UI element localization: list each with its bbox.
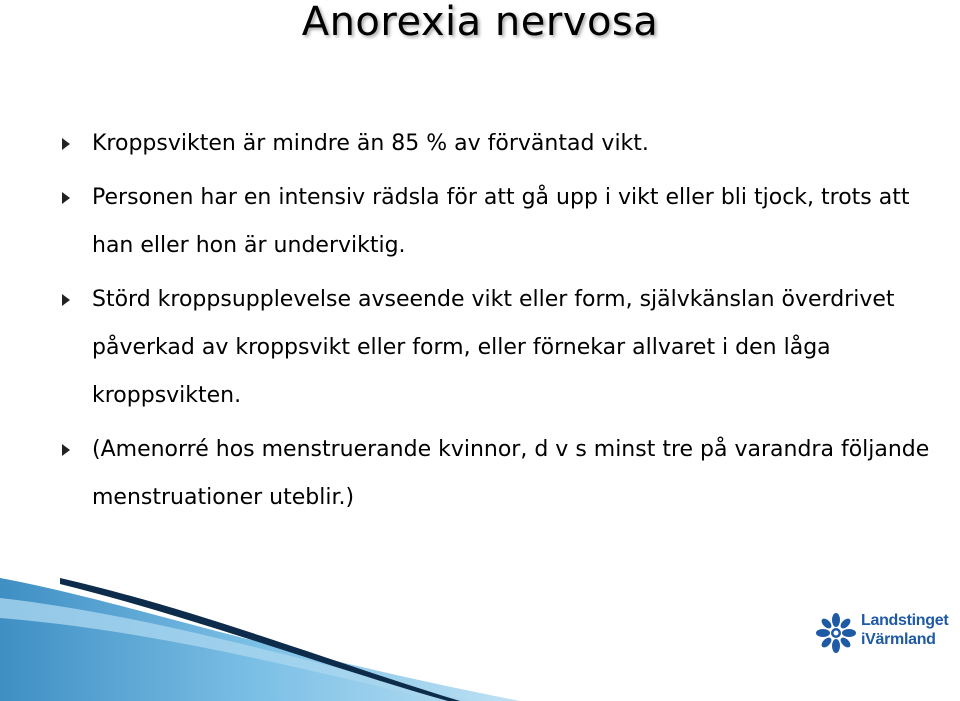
bullet-arrow-icon xyxy=(62,444,70,456)
bullet-item-3 xyxy=(62,276,932,420)
logo-text-line2: iVärmland xyxy=(861,631,936,648)
bullet-item-1 xyxy=(62,120,932,168)
bullet-arrow-icon xyxy=(62,294,70,306)
bottom-wave-decoration xyxy=(0,570,520,701)
flower-logo-icon xyxy=(815,612,857,654)
bullet-text: Störd kroppsupplevelse avseende vikt eller form, självkänslan överdrivet påverkad av kroppsvikt eller form, eller förnekar allvaret i den låga kroppsvikten. xyxy=(92,287,895,408)
bullet-item-2 xyxy=(62,174,932,270)
bullet-text: Kroppsvikten är mindre än 85 % av förväntad vikt. xyxy=(92,131,649,156)
landstinget-varmland-logo xyxy=(815,610,955,655)
bullet-text: (Amenorré hos menstruerande kvinnor, d v s minst tre på varandra följande menstruationer uteblir.) xyxy=(92,437,930,510)
bullet-list xyxy=(62,120,932,528)
bullet-arrow-icon xyxy=(62,192,70,204)
bullet-arrow-icon xyxy=(62,138,70,150)
bullet-item-4 xyxy=(62,426,932,522)
logo-text-line1: Landstinget xyxy=(861,612,949,629)
slide-title: Anorexia nervosa xyxy=(301,0,659,45)
bullet-text: Personen har en intensiv rädsla för att gå upp i vikt eller bli tjock, trots att han eller hon är underviktig. xyxy=(92,185,910,258)
